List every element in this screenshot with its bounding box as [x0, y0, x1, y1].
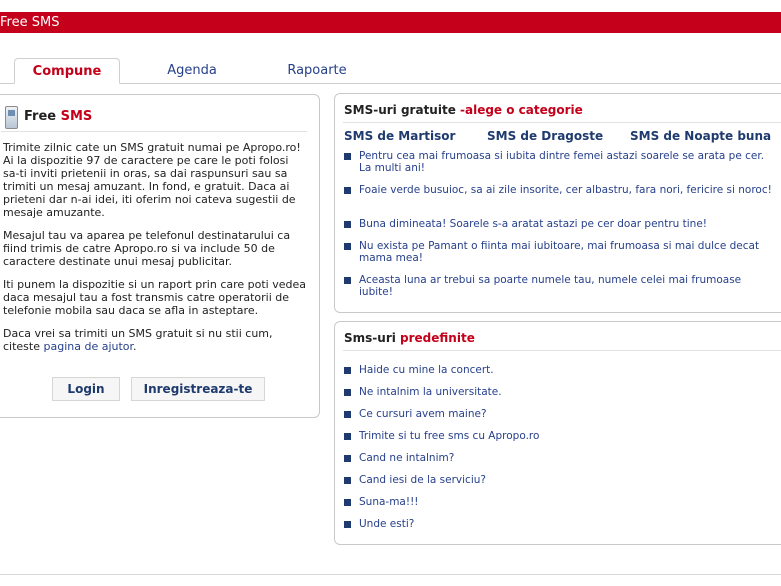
message-text: Unde esti?: [359, 518, 415, 530]
suggested-messages-list: [344, 150, 776, 308]
app-title: Free SMS: [0, 15, 60, 30]
message-item[interactable]: [344, 274, 776, 298]
register-button[interactable]: Inregistreaza-te: [131, 377, 265, 401]
title-main: Free: [24, 109, 61, 124]
square-bullet-icon: [344, 521, 351, 528]
title-accent: SMS: [60, 109, 93, 124]
message-item[interactable]: [344, 430, 776, 442]
message-item[interactable]: [344, 496, 776, 508]
message-text: Nu exista pe Pamant o fiinta mai iubitoare, mai frumoasa si mai dulce decat mama mea!: [359, 240, 760, 264]
message-text: Haide cu mine la concert.: [359, 364, 494, 376]
footer-divider: [0, 574, 781, 575]
message-item[interactable]: [344, 218, 776, 230]
help-paragraph: [3, 327, 307, 353]
mobile-phone-icon: [5, 106, 18, 129]
login-button[interactable]: Login: [52, 377, 120, 401]
message-item[interactable]: [344, 240, 776, 264]
description-paragraph: Iti punem la dispozitie si un raport prin care poti vedea daca mesajul tau a fost transmis catre operatorii de telefonie mobila sau daca se afla in asteptare.: [3, 278, 306, 317]
message-text: Cand ne intalnim?: [359, 452, 455, 464]
title-main: Sms-uri: [344, 331, 401, 345]
square-bullet-icon: [344, 187, 351, 194]
message-item[interactable]: [344, 184, 776, 208]
free-sms-header: [1, 105, 307, 132]
message-text: Buna dimineata! Soarele s-a aratat astazi pe cer doar pentru tine!: [359, 218, 707, 230]
message-text: Aceasta luna ar trebui sa poarte numele tau, numele celei mai frumoase iubite!: [359, 274, 742, 298]
tab-compune[interactable]: Compune: [14, 58, 120, 84]
square-bullet-icon: [344, 153, 351, 160]
tab-bar: [0, 58, 781, 84]
category-links: [344, 129, 781, 145]
predefined-sms-panel: [334, 321, 781, 545]
help-end: .: [133, 340, 137, 353]
square-bullet-icon: [344, 221, 351, 228]
predefined-panel-title: [344, 331, 475, 345]
description-paragraph: Trimite zilnic cate un SMS gratuit numai pe Apropo.ro! Ai la dispozitie 97 de caractere pe care le poti folosi sa-ti inviti prietenii in oras, sa dai raspunsuri sau sa trimiti un mesaj amuzant. In fond, e gratuit. Daca ai prieteni dar n-ai idei, iti oferim noi cateva sugestii de mesaje amuzante.: [3, 141, 301, 219]
message-item[interactable]: [344, 452, 776, 464]
free-sms-categories-panel: [334, 93, 781, 313]
divider: [343, 350, 781, 351]
free-sms-panel: [0, 94, 320, 418]
square-bullet-icon: [344, 411, 351, 418]
square-bullet-icon: [344, 389, 351, 396]
app-title-bar: [0, 12, 781, 33]
predefined-messages-list: [344, 364, 776, 540]
message-item[interactable]: [344, 150, 776, 174]
title-accent: predefinite: [400, 331, 475, 345]
message-item[interactable]: [344, 364, 776, 376]
help-text: Daca vrei sa trimiti un SMS gratuit si nu stii cum, citeste: [3, 327, 273, 353]
square-bullet-icon: [344, 243, 351, 250]
title-accent: -alege o categorie: [460, 103, 583, 117]
message-item[interactable]: [344, 408, 776, 420]
message-text: Trimite si tu free sms cu Apropo.ro: [359, 430, 540, 442]
message-text: Foaie verde busuioc, sa ai zile insorite, cer albastru, fara nori, fericire si noroc!: [359, 184, 772, 196]
help-link[interactable]: pagina de ajutor: [43, 340, 134, 353]
category-martisor-link[interactable]: SMS de Martisor: [344, 129, 456, 143]
message-text: Ce cursuri avem maine?: [359, 408, 487, 420]
square-bullet-icon: [344, 477, 351, 484]
square-bullet-icon: [344, 277, 351, 284]
message-text: Suna-ma!!!: [359, 496, 419, 508]
message-item[interactable]: [344, 474, 776, 486]
square-bullet-icon: [344, 455, 351, 462]
message-item[interactable]: [344, 518, 776, 530]
message-text: Pentru cea mai frumoasa si iubita dintre femei astazi soarele se arata pe cer. La multi ani!: [359, 150, 765, 174]
message-text: Ne intalnim la universitate.: [359, 386, 502, 398]
free-sms-title: [24, 109, 92, 124]
tab-rapoarte[interactable]: Rapoarte: [287, 63, 347, 78]
category-dragoste-link[interactable]: SMS de Dragoste: [487, 129, 604, 143]
square-bullet-icon: [344, 499, 351, 506]
title-main: SMS-uri gratuite: [344, 103, 461, 117]
free-sms-description: [3, 141, 307, 363]
tab-agenda[interactable]: Agenda: [167, 63, 217, 78]
divider: [343, 122, 781, 123]
description-paragraph: Mesajul tau va aparea pe telefonul destinatarului ca fiind trimis de catre Apropo.ro si va include 50 de caractere destinate unui mesaj publicitar.: [3, 229, 291, 268]
square-bullet-icon: [344, 367, 351, 374]
category-noapte-buna-link[interactable]: SMS de Noapte buna: [630, 129, 772, 143]
message-text: Cand iesi de la serviciu?: [359, 474, 486, 486]
square-bullet-icon: [344, 433, 351, 440]
categories-panel-title: [344, 103, 583, 117]
message-item[interactable]: [344, 386, 776, 398]
